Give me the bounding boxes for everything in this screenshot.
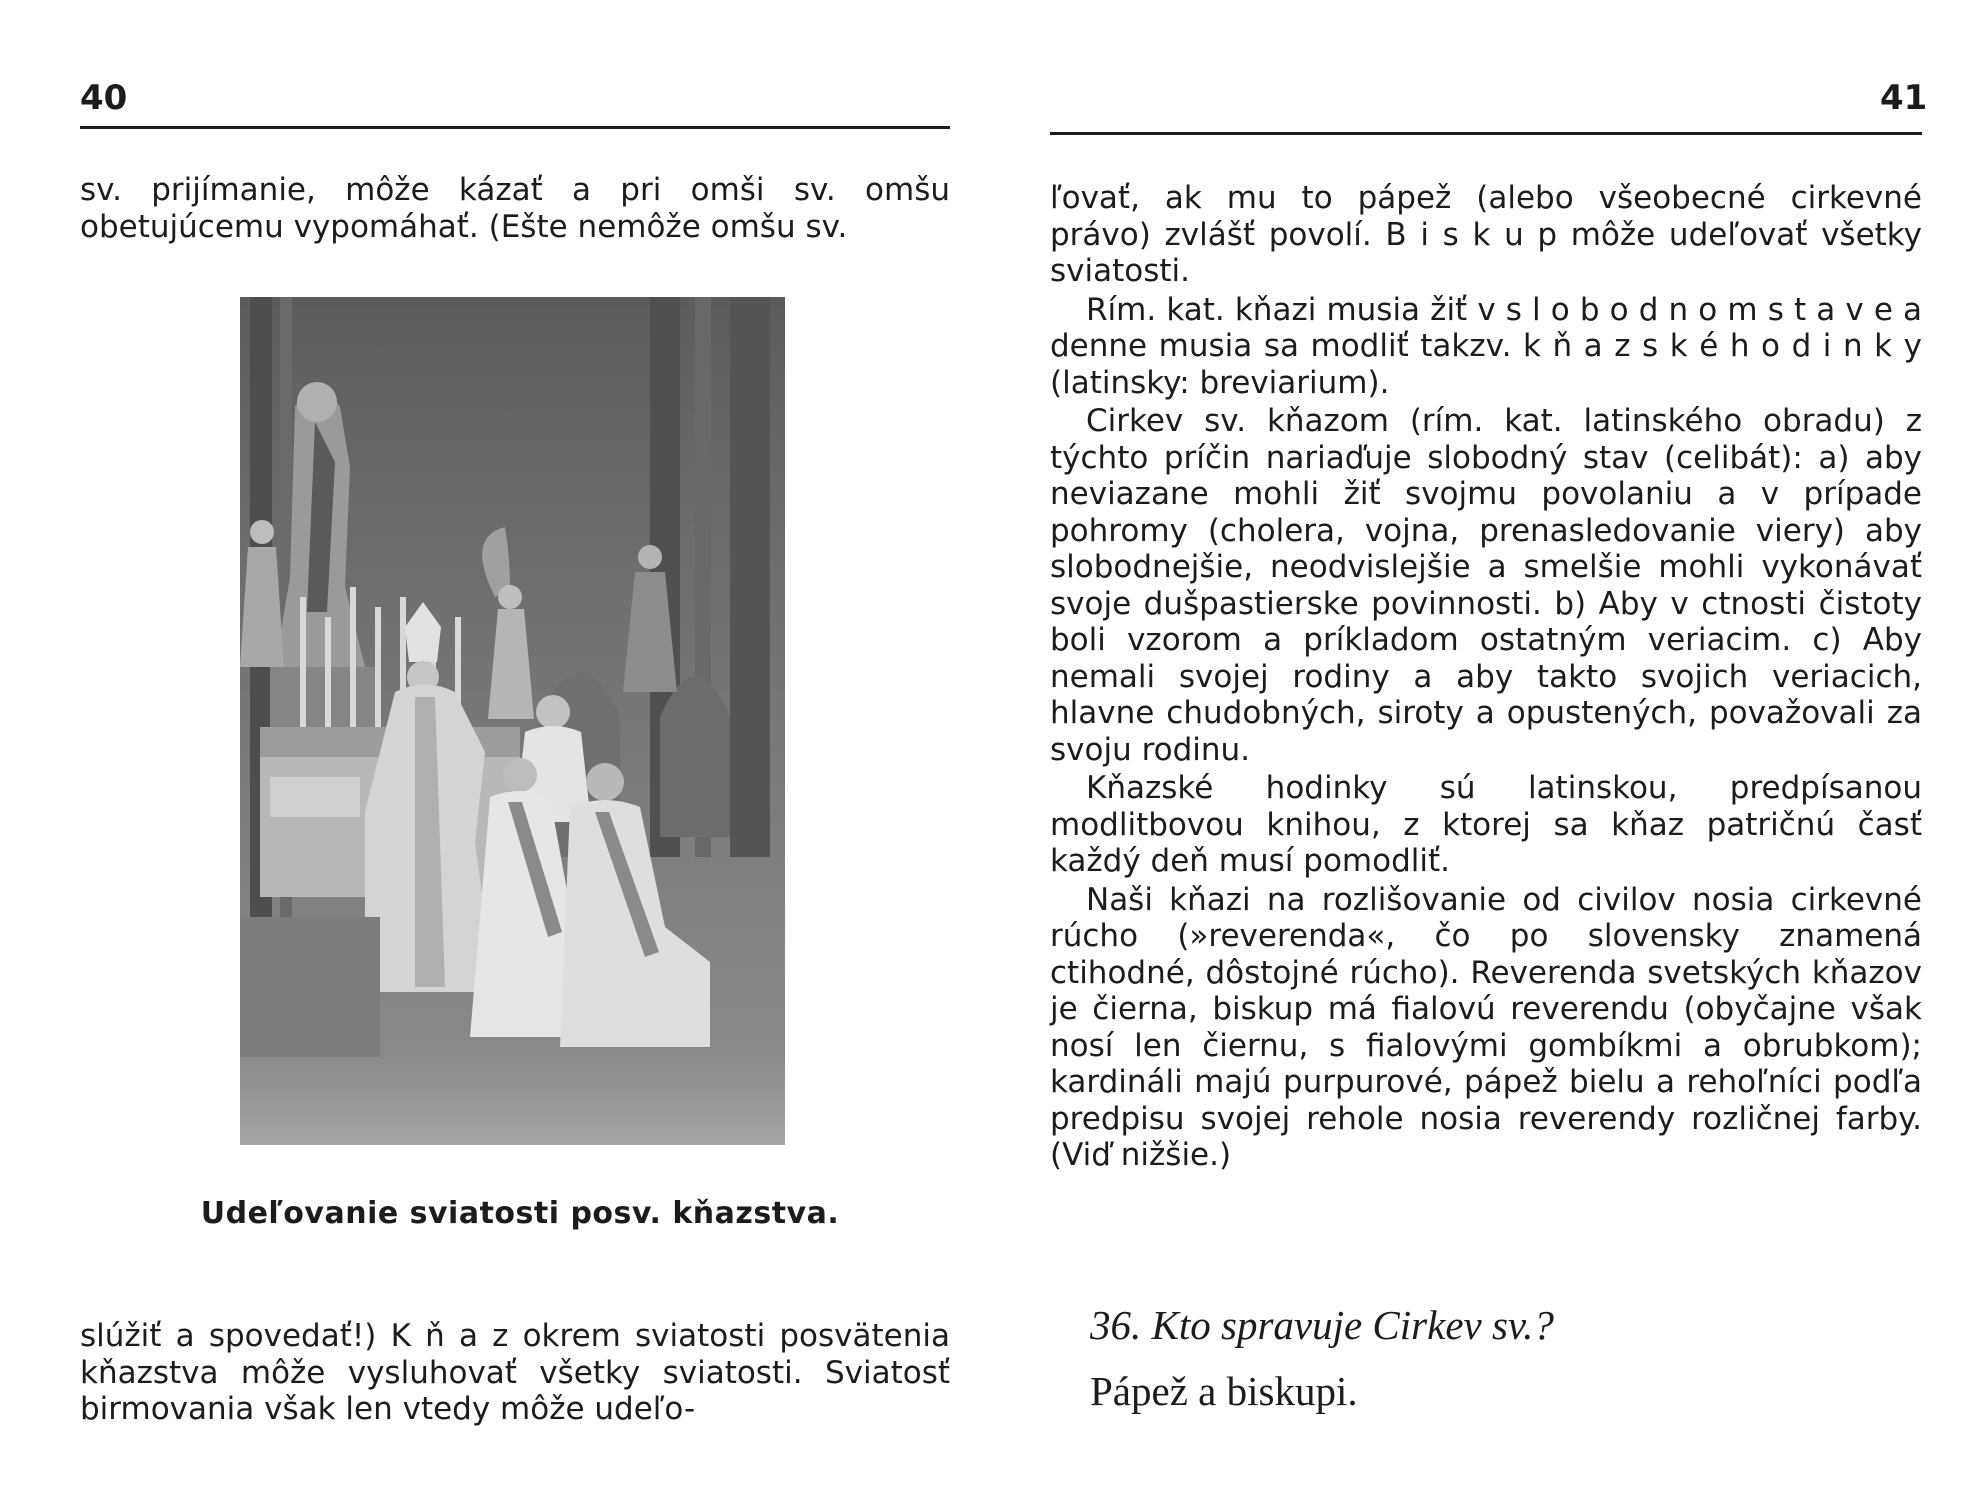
paragraph: Naši kňazi na rozlišovanie od civilov nosia cirkevné rúcho (»reverenda«, čo po slovensky znamená ctihodné, dôstojné rúcho). Reverenda svetských kňazov je čierna, biskup má fialovú reverendu (obyčajne však nosí len čiernu, s fialovými gombíkmi a obrubkom); kardináli majú purpurové, pápež bielu a rehoľníci podľa predpisu svojej rehole nosia reverendy rozličnej farby. (Viď nižšie.) xyxy=(1050,881,1922,1173)
paragraph: Cirkev sv. kňazom (rím. kat. latinského obradu) z týchto príčin nariaďuje slobodný stav (celibát): a) aby neviazane mohli žiť svojmu povolaniu a v prípade pohromy (cholera, vojna, prenasledovanie viery) aby slobodnejšie, neodvislejšie a smelšie mohli vykonávať svoje dušpastierske povinnosti. b) Aby v ctnosti čistoty boli vzorom a príkladom ostatným veriacim. c) Aby nemali svojej rodiny a aby takto svojich veriacich, hlavne chudobných, siroty a opustených, považovali za svoju rodinu. xyxy=(1050,403,1922,768)
figure-caption: Udeľovanie sviatosti posv. kňazstva. xyxy=(200,1196,840,1231)
paragraph: Rím. kat. kňazi musia žiť v s l o b o d n o m s t a v e a denne musia sa modliť takzv. k ň a z s k é h o d i n k y (latinsky: breviarium). xyxy=(1050,291,1922,401)
right-body-text xyxy=(1050,180,1922,1174)
catechism-question: 36. Kto spravuje Cirkev sv.? xyxy=(1090,1302,1554,1348)
paragraph: Kňazské hodinky sú latinskou, predpísanou modlitbovou knihou, z ktorej sa kňaz patričnú časť každý deň musí pomodliť. xyxy=(1050,770,1922,879)
left-header-rule xyxy=(80,126,950,129)
right-header-rule xyxy=(1050,132,1922,135)
illustration-ordination xyxy=(240,297,785,1145)
left-top-paragraph: sv. prijímanie, môže kázať a pri omši sv. omšu obetujúcemu vypomáhať. (Ešte nemôže omšu sv. xyxy=(80,172,950,245)
right-page-number: 41 xyxy=(1880,78,1928,118)
paragraph: ľovať, ak mu to pápež (alebo všeobecné cirkevné právo) zvlášť povolí. B i s k u p môže udeľovať všetky sviatosti. xyxy=(1050,180,1922,289)
left-bottom-text xyxy=(80,1318,950,1428)
ordination-engraving-icon xyxy=(240,297,785,1145)
left-page-number: 40 xyxy=(80,78,128,118)
catechism-answer: Pápež a biskupi. xyxy=(1090,1368,1358,1414)
left-bottom-paragraph: slúžiť a spovedať!) K ň a z okrem sviatosti posvätenia kňazstva môže vysluhovať všetky sviatosti. Sviatosť birmovania však len vtedy môže udeľo- xyxy=(80,1318,950,1427)
left-top-text xyxy=(80,172,950,245)
